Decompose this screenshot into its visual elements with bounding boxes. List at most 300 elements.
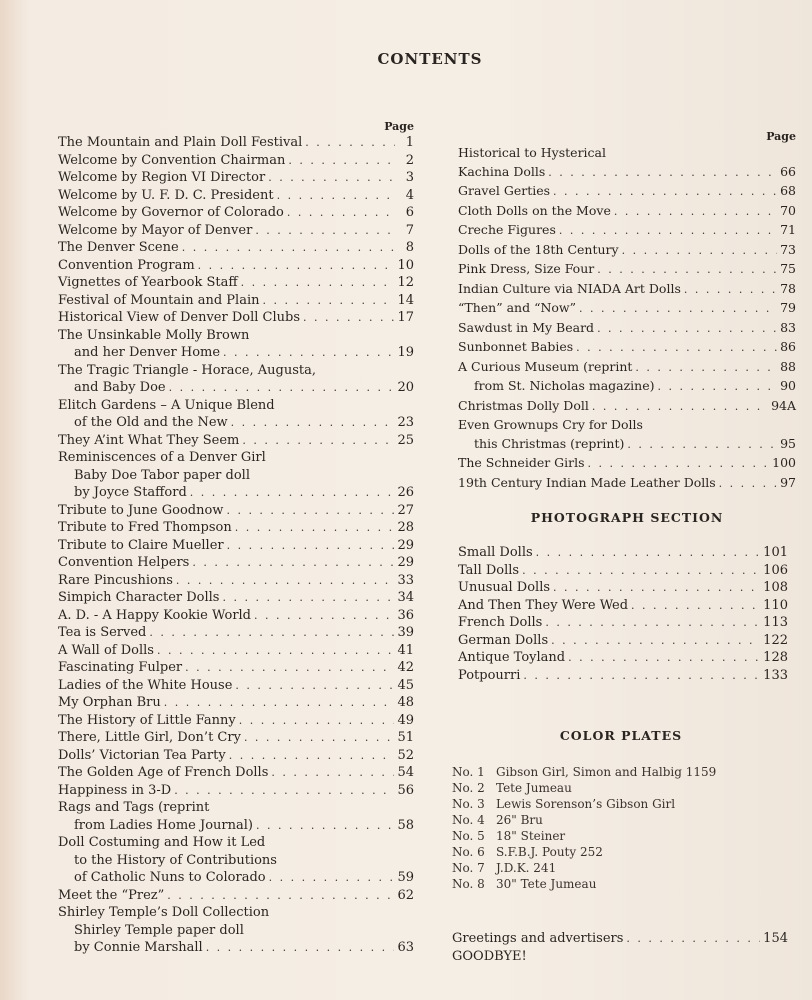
dot-leader [271,764,394,782]
entry-title: Happiness in 3-D [58,782,172,798]
color-plate-entry [452,812,772,828]
dot-leader [255,222,395,240]
entry-page-number: 71 [780,222,796,237]
entry-page-number: 106 [763,562,788,578]
toc-entry [458,416,796,435]
dot-leader [305,134,395,152]
dot-leader [176,572,395,590]
dot-leader [597,261,777,280]
toc-entry [458,163,796,183]
toc-entry [458,649,788,667]
entry-page-number: 29 [397,537,414,553]
entry-page-number: 49 [397,712,414,728]
toc-entry [58,239,414,257]
dot-leader [269,869,395,887]
toc-entry [58,939,414,957]
dot-leader [551,632,760,650]
entry-title: Pink Dress, Size Four [458,261,595,276]
toc-entry [58,799,414,817]
dot-leader [622,242,777,261]
toc-entry [458,182,796,202]
toc-entry [58,642,414,660]
entry-title: Historical to Hysterical [458,145,607,160]
right-entry-list [458,144,796,493]
dot-leader [235,519,395,537]
entry-title: A. D. - A Happy Kookie World [58,607,252,623]
dot-leader [545,614,760,632]
plate-number: No. 4 [452,813,485,827]
toc-entry [58,292,414,310]
entry-title: They A’int What They Seem [58,432,240,448]
entry-page-number: 68 [780,183,796,198]
entry-page-number: 73 [780,241,796,257]
dot-leader [157,642,394,660]
plate-number: No. 6 [452,845,485,859]
entry-page-number: 19 [397,345,414,360]
dot-leader [227,537,395,555]
entry-page-number: 110 [763,597,788,613]
toc-entry [58,397,414,415]
entry-page-number: 52 [397,747,414,763]
toc-entry [58,729,414,747]
entry-page-number: 48 [397,695,414,710]
dot-leader [256,817,394,835]
dot-leader [548,164,777,183]
toc-entry [58,607,414,625]
entry-title: The Golden Age of French Dolls [58,765,269,780]
entry-title: The Unsinkable Molly Brown [58,327,250,343]
entry-title: and Baby Doe [74,380,166,395]
dot-leader [185,659,394,677]
entry-title: Even Grownups Cry for Dolls [458,417,643,432]
dot-leader [303,309,394,327]
entry-page-number: 3 [405,170,414,185]
toc-entry [458,397,796,417]
entry-title: Unusual Dolls [458,580,551,595]
color-plate-entry [452,860,772,876]
toc-entry [58,694,414,712]
color-plate-entry [452,780,772,796]
entry-title: Historical View of Denver Doll Clubs [58,310,300,325]
toc-entry [458,280,796,300]
entry-page-number: 59 [397,870,414,885]
dot-leader [223,344,394,362]
toc-entry [458,667,788,685]
color-plate-entry [452,796,772,812]
entry-page-number: 39 [397,625,414,640]
entry-title: Sunbonnet Babies [458,339,574,354]
entry-title: Shirley Temple’s Doll Collection [58,905,270,920]
entry-page-number: 66 [780,163,796,179]
toc-entry [58,309,414,327]
dot-leader [174,782,394,800]
dot-leader [536,544,761,562]
dot-leader [169,379,395,397]
left-contents-column [58,120,414,957]
entry-title: Reminiscences of a Denver Girl [58,450,266,465]
toc-entry [58,484,414,502]
contents-title: CONTENTS [377,50,483,68]
entry-page-number: 128 [763,650,788,665]
toc-entry [458,579,788,597]
entry-title: Elitch Gardens – A Unique Blend [58,397,275,413]
entry-page-number: 154 [763,931,788,946]
entry-page-number: 97 [780,474,796,490]
toc-entry [58,764,414,782]
entry-page-number: 25 [397,432,414,448]
toc-entry [458,319,796,339]
entry-page-number: 86 [780,339,796,354]
dot-leader [277,187,395,205]
entry-title: of the Old and the New [74,415,228,430]
dot-leader [588,455,770,474]
entry-page-number: 6 [405,205,414,220]
entry-title: Fascinating Fulper [58,660,183,675]
toc-entry [458,474,796,494]
entry-page-number: 8 [405,240,414,255]
page-column-header: Page [766,130,796,143]
toc-entry [58,274,414,292]
entry-title: GOODBYE! [452,948,527,964]
plate-number: No. 2 [452,781,485,795]
entry-title: Creche Figures [458,222,556,237]
entry-title: Vignettes of Yearbook Staff [58,275,238,290]
toc-entry [58,432,414,450]
toc-entry [452,930,788,948]
toc-entry [458,614,788,632]
entry-page-number: 33 [397,572,414,588]
entry-page-number: 2 [405,152,414,168]
plate-number: No. 8 [452,877,485,891]
entry-title: by Joyce Stafford [74,485,187,500]
toc-entry [458,241,796,261]
dot-leader [244,729,395,747]
toc-entry [458,377,796,397]
entry-page-number: 58 [397,817,414,833]
color-plate-entry [452,876,772,892]
color-plates-heading: COLOR PLATES [559,728,683,743]
entry-title: Welcome by U. F. D. C. President [58,187,274,203]
entry-page-number: 10 [397,257,414,273]
entry-title: Small Dolls [458,545,533,560]
dot-leader [164,694,395,712]
toc-entry [58,572,414,590]
plate-title: 18" Steiner [496,829,566,843]
entry-title: The Mountain and Plain Doll Festival [58,135,303,150]
entry-page-number: 14 [397,292,414,308]
entry-title: Meet the “Prez” [58,887,165,903]
toc-entry [58,589,414,607]
dot-leader [614,203,777,222]
toc-entry [58,187,414,205]
dot-leader [167,887,394,905]
dot-leader [523,667,760,685]
dot-leader [635,359,777,378]
toc-entry [58,169,414,187]
color-plate-entry [452,764,772,780]
entry-page-number: 17 [397,310,414,325]
dot-leader [553,183,777,202]
entry-title: from St. Nicholas magazine) [474,378,655,393]
dot-leader [559,222,777,241]
dot-leader [229,747,395,765]
toc-entry [458,597,788,615]
toc-entry [58,922,414,940]
toc-entry [58,222,414,240]
dot-leader [149,624,394,642]
entry-page-number: 27 [397,502,414,518]
entry-title: Ladies of the White House [58,677,233,693]
entry-title: Rags and Tags (reprint [58,800,210,815]
dot-leader [626,930,760,948]
toc-entry [58,659,414,677]
toc-entry [58,537,414,555]
entry-page-number: 4 [405,187,414,203]
entry-page-number: 90 [780,378,796,393]
entry-title: Gravel Gerties [458,183,551,198]
toc-entry [458,338,796,358]
entry-page-number: 101 [763,545,788,560]
entry-title: and her Denver Home [74,345,221,360]
plate-title: J.D.K. 241 [496,861,557,875]
color-plate-entry [452,828,772,844]
dot-leader [239,712,395,730]
dot-leader [579,300,777,319]
toc-entry [58,904,414,922]
entry-title: Kachina Dolls [458,163,546,179]
entry-title: from Ladies Home Journal) [74,817,253,833]
entry-title: My Orphan Bru [58,695,161,710]
toc-entry [458,221,796,241]
toc-entry [58,817,414,835]
dot-leader [198,257,395,275]
dot-leader [576,339,777,358]
dot-leader [182,239,395,257]
plate-number: No. 1 [452,765,485,779]
entry-page-number: 94A [771,397,796,413]
entry-title: this Christmas (reprint) [474,435,625,451]
entry-title: Greetings and advertisers [452,931,624,946]
entry-page-number: 108 [763,580,788,595]
dot-leader [263,292,395,310]
toc-entry [58,834,414,852]
dot-leader [192,554,394,572]
entry-title: Convention Helpers [58,555,190,570]
entry-title: Potpourri [458,667,521,683]
plate-number: No. 7 [452,861,485,875]
entry-page-number: 20 [397,380,414,395]
entry-title: Tribute to Claire Mueller [58,537,224,553]
dot-leader [568,649,760,667]
entry-title: of Catholic Nuns to Colorado [74,870,266,885]
entry-title: Tribute to June Goodnow [58,502,224,518]
entry-title: Cloth Dolls on the Move [458,202,611,218]
dot-leader [222,589,394,607]
dot-leader [553,579,760,597]
dot-leader [226,502,394,520]
right-contents-column [458,130,796,493]
entry-page-number: 51 [397,730,414,745]
plate-title: 30" Tete Jumeau [496,877,597,891]
entry-title: Antique Toyland [458,650,566,665]
toc-entry [58,677,414,695]
entry-title: Welcome by Region VI Director [58,170,266,185]
toc-entry [58,712,414,730]
toc-entry [58,624,414,642]
dot-leader [241,274,395,292]
entry-title: There, Little Girl, Don’t Cry [58,730,241,745]
dot-leader [242,432,394,450]
entry-title: Dolls’ Victorian Tea Party [58,747,226,763]
toc-entry [58,204,414,222]
entry-page-number: 41 [397,642,414,658]
toc-entry [58,502,414,520]
entry-page-number: 63 [397,940,414,955]
dot-leader [268,169,395,187]
entry-title: Baby Doe Tabor paper doll [74,467,250,483]
entry-title: Sawdust in My Beard [458,319,595,335]
toc-entry [58,887,414,905]
closing-entries [452,930,788,965]
toc-entry [58,362,414,380]
dot-leader [235,677,394,695]
dot-leader [684,281,777,300]
entry-title: to the History of Contributions [74,852,277,868]
plate-number: No. 3 [452,797,485,811]
entry-title: Tall Dolls [458,562,520,578]
entry-page-number: 62 [397,887,414,903]
entry-title: Rare Pincushions [58,572,173,588]
entry-title: The Tragic Triangle - Horace, Augusta, [58,362,316,378]
entry-title: 19th Century Indian Made Leather Dolls [458,474,716,490]
entry-page-number: 28 [397,520,414,535]
entry-page-number: 42 [397,660,414,675]
entry-page-number: 133 [763,667,788,683]
photograph-section-list [458,544,788,684]
toc-entry [458,144,796,163]
entry-page-number: 12 [397,275,414,290]
toc-entry [458,632,788,650]
toc-entry [458,562,788,580]
toc-entry [458,358,796,378]
toc-entry [58,869,414,887]
entry-page-number: 26 [397,485,414,500]
entry-page-number: 1 [405,135,414,150]
entry-title: German Dolls [458,632,549,648]
toc-entry [58,519,414,537]
entry-page-number: 23 [397,415,414,430]
dot-leader [206,939,395,957]
entry-title: Festival of Mountain and Plain [58,292,260,308]
entry-page-number: 56 [397,782,414,798]
entry-page-number: 54 [397,765,414,780]
entry-page-number: 122 [763,632,788,648]
plate-title: Lewis Sorenson’s Gibson Girl [496,797,676,811]
entry-title: Christmas Dolly Doll [458,397,589,413]
dot-leader [254,607,394,625]
plate-number: No. 5 [452,829,485,843]
toc-entry [58,379,414,397]
entry-page-number: 88 [780,358,796,374]
entry-title: The Schneider Girls [458,455,585,470]
entry-title: Tribute to Fred Thompson [58,520,232,535]
entry-page-number: 100 [772,455,796,470]
entry-title: French Dolls [458,615,543,630]
entry-page-number: 36 [397,607,414,623]
dot-leader [288,152,395,170]
entry-title: “Then” and “Now” [458,300,577,315]
plate-title: Tete Jumeau [496,781,572,795]
entry-title: Dolls of the 18th Century [458,241,619,257]
toc-entry [458,260,796,280]
entry-page-number: 95 [780,435,796,451]
toc-entry [58,414,414,432]
entry-page-number: 78 [780,280,796,296]
dot-leader [627,436,777,455]
toc-entry [458,454,796,474]
entry-page-number: 7 [405,222,414,238]
toc-entry [58,747,414,765]
toc-entry [58,467,414,485]
left-entry-list [58,134,414,957]
entry-page-number: 70 [780,202,796,218]
toc-entry [58,344,414,362]
entry-title: Welcome by Governor of Colorado [58,205,284,220]
entry-title: A Wall of Dolls [58,642,154,658]
entry-page-number: 79 [780,300,796,315]
page-column-header: Page [384,120,414,133]
toc-entry [452,948,788,966]
entry-page-number: 45 [397,677,414,693]
entry-title: Welcome by Mayor of Denver [58,222,253,238]
dot-leader [631,597,760,615]
dot-leader [287,204,395,222]
entry-title: Welcome by Convention Chairman [58,152,286,168]
toc-entry [58,852,414,870]
toc-entry [458,544,788,562]
entry-title: And Then They Were Wed [458,597,629,613]
color-plates-list [452,764,772,892]
color-plate-entry [452,844,772,860]
entry-title: Doll Costuming and How it Led [58,835,266,850]
dot-leader [719,475,777,494]
entry-title: by Connie Marshall [74,940,203,955]
entry-title: A Curious Museum (reprint [458,358,633,374]
toc-entry [58,134,414,152]
entry-title: Shirley Temple paper doll [74,922,244,938]
dot-leader [597,320,777,339]
toc-entry [58,449,414,467]
toc-entry [58,554,414,572]
entry-page-number: 29 [397,555,414,570]
dot-leader [190,484,395,502]
entry-title: Tea is Served [58,625,147,640]
entry-title: The Denver Scene [58,240,179,255]
entry-page-number: 113 [763,615,788,630]
entry-page-number: 34 [397,590,414,605]
toc-entry [58,782,414,800]
entry-title: Convention Program [58,257,195,273]
plate-title: 26" Bru [496,813,543,827]
dot-leader [658,378,777,397]
entry-page-number: 83 [780,319,796,335]
toc-entry [58,327,414,345]
entry-page-number: 75 [780,261,796,276]
dot-leader [592,398,768,417]
entry-title: Indian Culture via NIADA Art Dolls [458,280,681,296]
entry-title: The History of Little Fanny [58,712,236,728]
toc-entry [58,257,414,275]
